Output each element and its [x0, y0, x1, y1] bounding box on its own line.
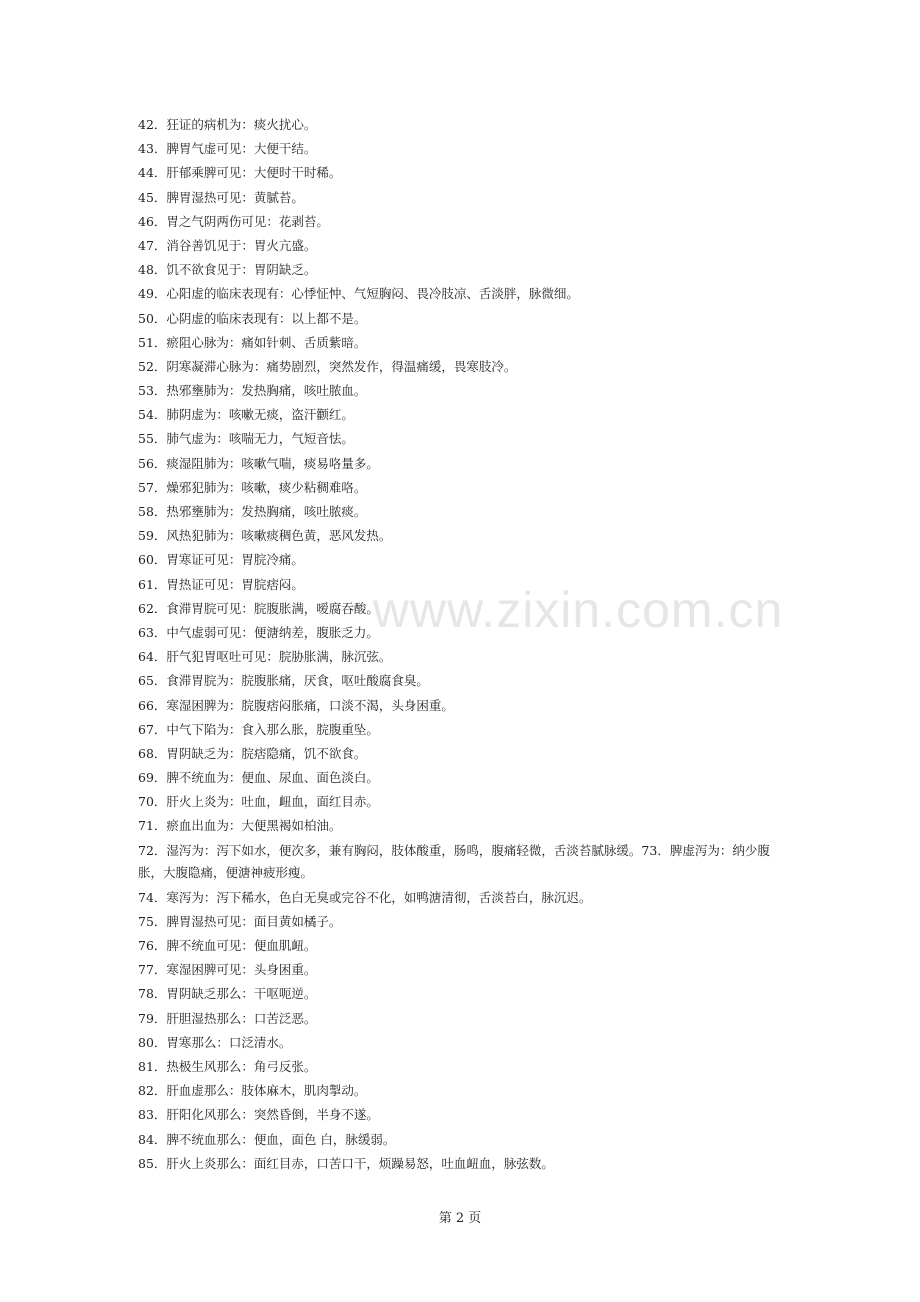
list-item: 57．燥邪犯肺为：咳嗽，痰少粘稠难咯。 [138, 479, 367, 495]
list-item: 77．寒湿困脾可见：头身困重。 [138, 962, 317, 978]
list-item: 67．中气下陷为：食入那么胀，脘腹重坠。 [138, 721, 379, 737]
list-item: 61．胃热证可见：胃脘痞闷。 [138, 576, 304, 592]
list-item: 74．寒泻为：泻下稀水，色白无臭或完谷不化，如鸭溏清彻，舌淡苔白，脉沉迟。 [138, 889, 592, 905]
list-item: 51．瘀阻心脉为：痛如针刺、舌质紫暗。 [138, 334, 367, 350]
list-item: 60．胃寒证可见：胃脘冷痛。 [138, 552, 304, 568]
list-item: 58．热邪壅肺为：发热胸痛，咳吐脓痰。 [138, 504, 367, 519]
list-item: 65．食滞胃脘为：脘腹胀痛，厌食，呕吐酸腐食臭。 [138, 673, 429, 689]
list-item: 62．食滞胃脘可见：脘腹胀满，嗳腐吞酸。 [138, 600, 379, 616]
list-item: 66．寒湿困脾为：脘腹痞闷胀痛，口淡不渴，头身困重。 [138, 697, 454, 713]
list-item: 43．脾胃气虚可见：大便干结。 [138, 141, 317, 157]
list-item: 71．瘀血出血为：大便黑褐如柏油。 [138, 818, 342, 834]
list-item: 84．脾不统血那么：便血，面色 白，脉缓弱。 [138, 1131, 396, 1147]
list-item: 63．中气虚弱可见：便溏纳差，腹胀乏力。 [138, 624, 379, 640]
list-item: 64．肝气犯胃呕吐可见：脘胁胀满，脉沉弦。 [138, 649, 392, 665]
list-item: 56．痰湿阻肺为：咳嗽气喘，痰易咯量多。 [138, 455, 379, 471]
list-item: 72．湿泻为：泻下如水，便次多，兼有胸闷，肢体酸重，肠鸣，腹痛轻微，舌淡苔腻脉缓。73．脾虚泻为：纳少腹胀，大腹隐痛，便溏神疲形瘦。 [138, 842, 770, 880]
list-item: 44．肝郁乘脾可见：大便时干时稀。 [138, 165, 342, 181]
list-item: 76．脾不统血可见：便血肌衄。 [138, 938, 317, 953]
watermark-text: www.zixin.com.cn [372, 582, 784, 638]
list-item: 55．肺气虚为：咳喘无力，气短音怯。 [138, 431, 354, 447]
list-item: 47．消谷善饥见于：胃火亢盛。 [138, 237, 317, 253]
list-item: 68．胃阴缺乏为：脘痞隐痛，饥不欲食。 [138, 745, 367, 761]
list-item: 54．肺阴虚为：咳嗽无痰，盗汗颧红。 [138, 407, 354, 423]
list-item: 49．心阳虚的临床表现有：心悸怔忡、气短胸闷、畏冷肢凉、舌淡胖，脉微细。 [138, 286, 579, 302]
list-item: 70．肝火上炎为：吐血，衄血，面红目赤。 [138, 794, 379, 810]
page-number: 第 2 页 [438, 1211, 482, 1226]
list-item: 78．胃阴缺乏那么：干呕呃逆。 [138, 986, 317, 1002]
list-item: 81．热极生风那么：角弓反张。 [138, 1058, 317, 1074]
list-item: 82．肝血虚那么：肢体麻木，肌肉掣动。 [138, 1083, 367, 1099]
question-list [138, 113, 788, 1176]
list-item: 80．胃寒那么：口泛清水。 [138, 1034, 292, 1050]
list-item: 42．狂证的病机为：痰火扰心。 [138, 117, 317, 132]
list-item: 48．饥不欲食见于：胃阴缺乏。 [138, 262, 317, 278]
list-item: 59．风热犯肺为：咳嗽痰稠色黄，恶风发热。 [138, 528, 392, 544]
list-item: 52．阴寒凝滞心脉为：痛势剧烈，突然发作，得温痛缓，畏寒肢冷。 [138, 358, 517, 374]
list-item: 45．脾胃湿热可见：黄腻苔。 [138, 189, 304, 205]
list-item: 69．脾不统血为：便血、尿血、面色淡白。 [138, 770, 379, 786]
list-item: 75．脾胃湿热可见：面目黄如橘子。 [138, 913, 342, 929]
list-item: 50．心阴虚的临床表现有：以上都不是。 [138, 310, 367, 326]
list-item: 46．胃之气阴两伤可见：花剥苔。 [138, 213, 329, 229]
list-item: 85．肝火上炎那么：面红目赤，口苦口干，烦躁易怒，吐血衄血，脉弦数。 [138, 1155, 554, 1171]
list-item: 53．热邪壅肺为：发热胸痛，咳吐脓血。 [138, 383, 367, 399]
list-item: 83．肝阳化风那么：突然昏倒，半身不遂。 [138, 1107, 379, 1123]
list-item: 79．肝胆湿热那么：口苦泛恶。 [138, 1010, 317, 1026]
